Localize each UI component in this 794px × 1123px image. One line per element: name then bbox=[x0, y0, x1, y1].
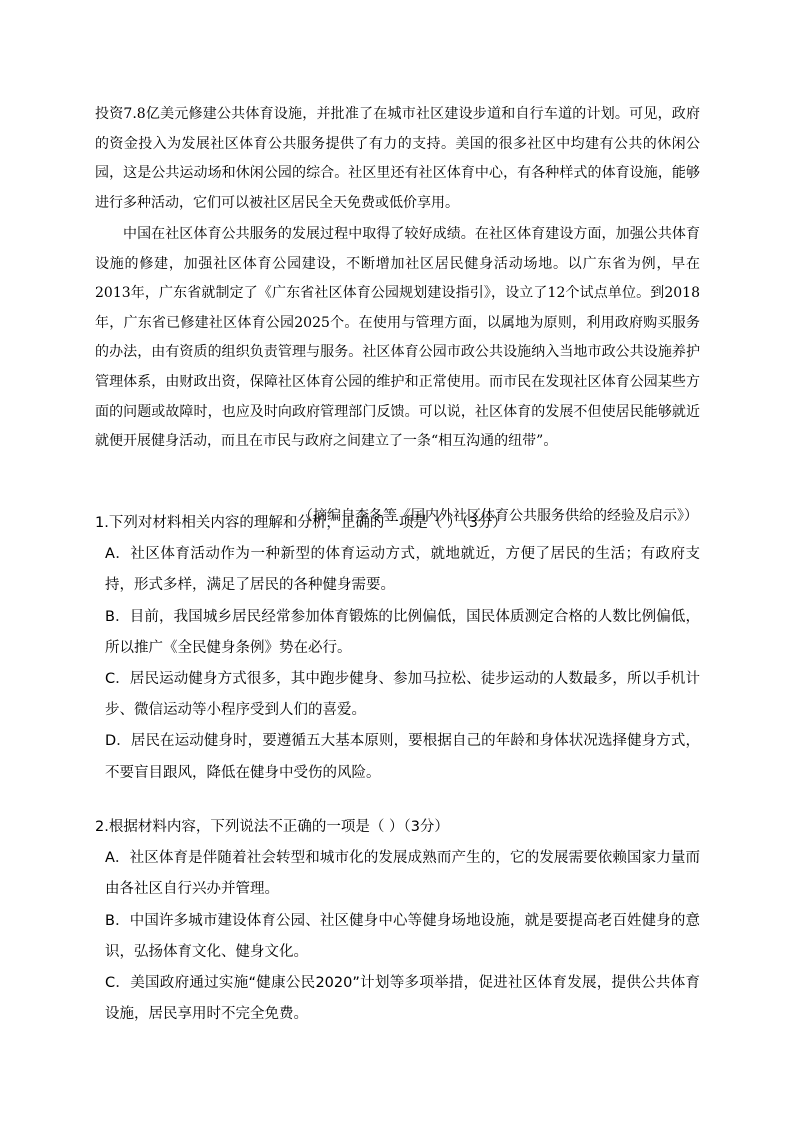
question-1-stem: 1.下列对材料相关内容的理解和分析，正确的一项是（ ）（3分） bbox=[95, 515, 507, 531]
passage-paragraph-2: 中国在社区体育公共服务的发展过程中取得了较好成绩。在社区体育建设方面，加强公共体育设施的修建，加强社区体育公园建设，不断增加社区居民健身活动场地。以广东省为例，早在2013年，广东省就制定了《广东省社区体育公园规划建设指引》，设立了12个试点单位。到2018年，广东省已修建社区体育公园2025个。在使用与管理方面，以属地为原则，利用政府购买服务的办法，由有资质的组织负责管理与服务。社区体育公园市政公共设施纳入当地市政公共设施养护管理体系，由财政出资，保障社区体育公园的维护和正常使用。而市民在发现社区体育公园某些方面的问题或故障时，也应及时向政府管理部门反馈。可以说，社区体育的发展不但使居民能够就近就便开展健身活动，而且在市民与政府之间建立了一条“相互沟通的纽带”。 bbox=[95, 226, 700, 450]
question-1-option-b: B．目前，我国城乡居民经常参加体育锻炼的比例偏低，国民体质测定合格的人数比例偏低，所以推广《全民健身条例》势在必行。 bbox=[105, 608, 700, 656]
question-2-option-c: C．美国政府通过实施“健康公民2020”计划等多项举措，促进社区体育发展，提供公共体育设施，居民享用时不完全免费。 bbox=[105, 975, 700, 1023]
question-2-option-a: A．社区体育是伴随着社会转型和城市化的发展成熟而产生的，它的发展需要依赖国家力量而由各社区自行兴办并管理。 bbox=[105, 850, 700, 898]
question-1-option-d: D．居民在运动健身时，要遵循五大基本原则，要根据自己的年龄和身体状况选择健身方式，不要盲目跟风，降低在健身中受伤的风险。 bbox=[105, 733, 700, 781]
question-1-option-a: A．社区体育活动作为一种新型的体育运动方式，就地就近，方便了居民的生活；有政府支持，形式多样，满足了居民的各种健身需要。 bbox=[105, 546, 700, 594]
question-2-stem: 2.根据材料内容，下列说法不正确的一项是（ ）（3分） bbox=[95, 819, 449, 835]
question-2-option-b: B．中国许多城市建设体育公园、社区健身中心等健身场地设施，就是要提高老百姓健身的意识，弘扬体育文化、健身文化。 bbox=[105, 912, 700, 960]
passage-paragraph-1: 投资7.8亿美元修建公共体育设施，并批准了在城市社区建设步道和自行车道的计划。可见，政府的资金投入为发展社区体育公共服务提供了有力的支持。美国的很多社区中均建有公共的休闲公园，这是公共运动场和休闲公园的综合。社区里还有社区体育中心，有各种样式的体育设施，能够进行多种活动，它们可以被社区居民全天免费或低价享用。 bbox=[95, 106, 700, 211]
question-1-option-c: C．居民运动健身方式很多，其中跑步健身、参加马拉松、徒步运动的人数最多，所以手机计步、微信运动等小程序受到人们的喜爱。 bbox=[105, 671, 700, 719]
passage-source-citation: （摘编自李冬等《国内外社区体育公共服务供给的经验及启示》） bbox=[299, 508, 698, 524]
question-2 bbox=[95, 812, 700, 1030]
question-1 bbox=[95, 508, 700, 789]
